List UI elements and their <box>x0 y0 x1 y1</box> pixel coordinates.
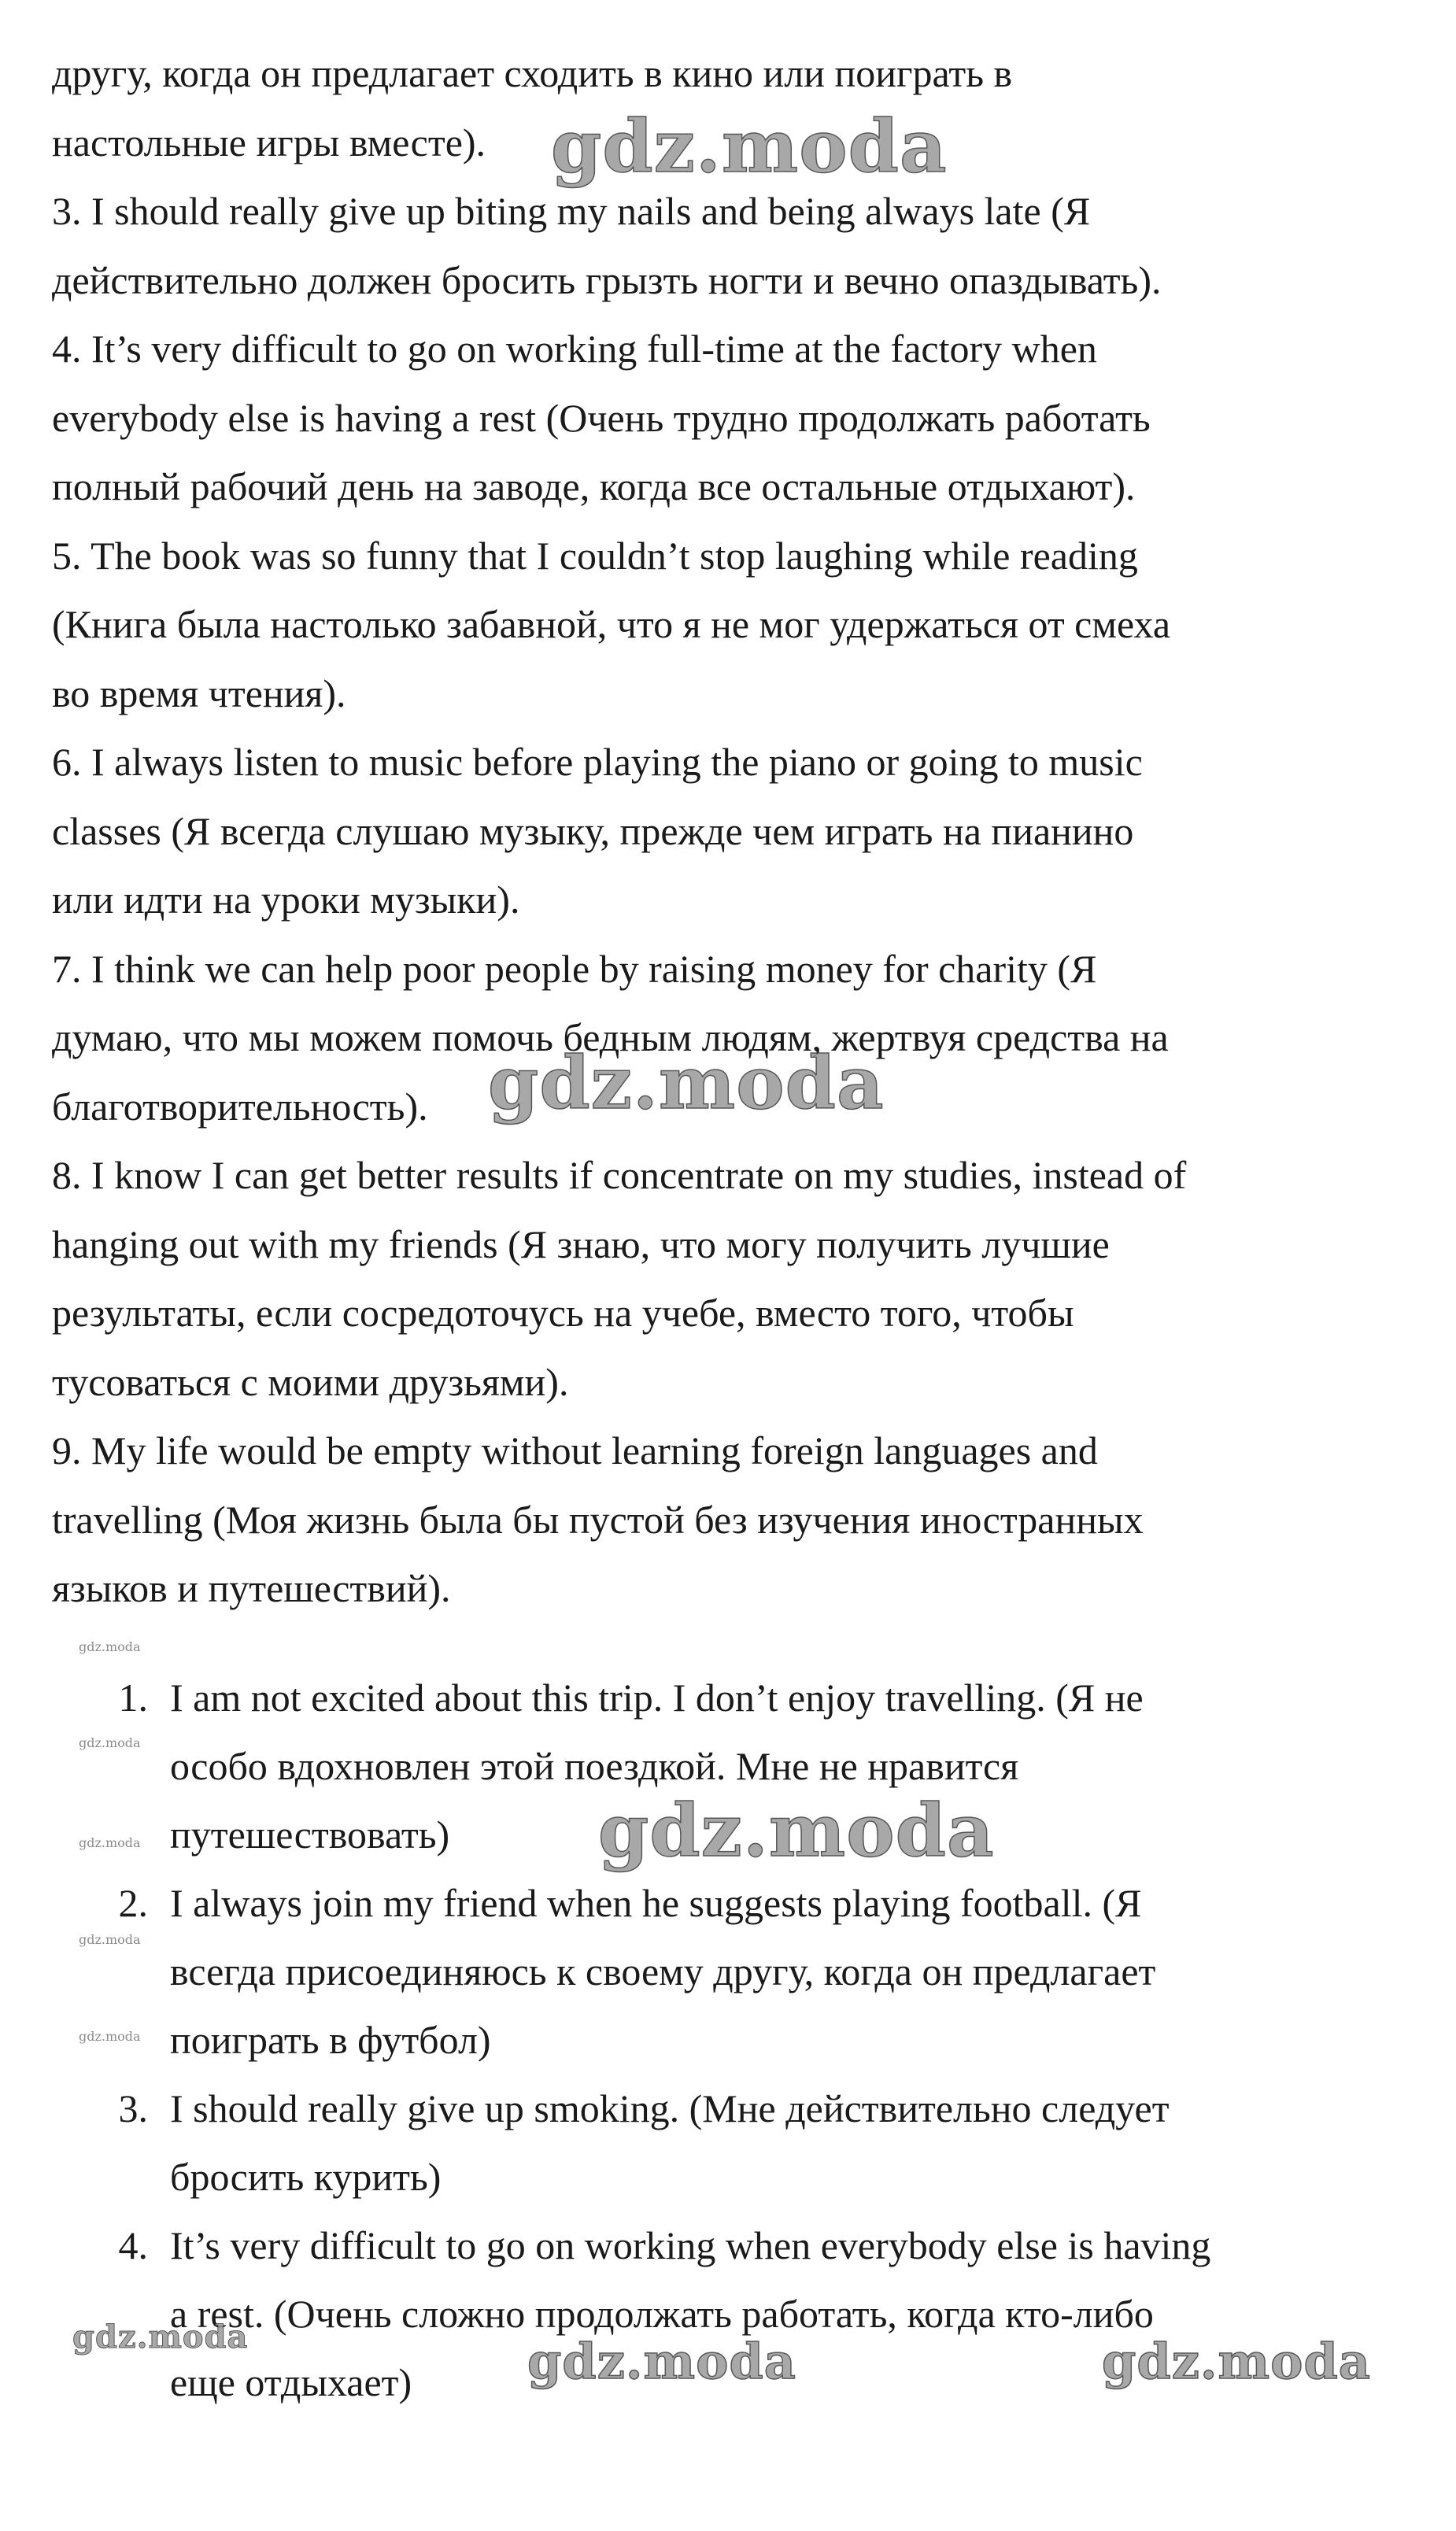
text-line: тусоваться с моими друзьями). <box>52 1359 569 1404</box>
watermark-small: gdz.moda <box>79 1932 141 1947</box>
numbered-answer-list <box>52 1664 1406 2417</box>
list-item <box>52 1869 1406 2075</box>
text-line: 3. I should really give up biting my nails and being always late (Я <box>52 189 1091 233</box>
text-line: 8. I know I can get better results if concentrate on my studies, instead of <box>52 1153 1187 1197</box>
text-line: полный рабочий день на заводе, когда все остальные отдыхают). <box>52 464 1136 508</box>
watermark-small: gdz.moda <box>79 1639 141 1654</box>
continued-answers-text <box>52 39 1406 1624</box>
text-line: или идти на уроки музыки). <box>52 878 520 922</box>
list-item-number: 3. <box>118 2086 148 2130</box>
list-item-text <box>170 1869 1406 2075</box>
text-line: 7. I think we can help poor people by raising money for charity (Я <box>52 946 1097 991</box>
text-line: classes (Я всегда слушаю музыку, прежде чем играть на пианино <box>52 808 1134 853</box>
text-line: результаты, если сосредоточусь на учебе, вместо того, чтобы <box>52 1291 1074 1335</box>
watermark-logo: gdz.moda <box>527 2333 796 2390</box>
text-line: I am not excited about this trip. I don’t enjoy travelling. (Я не <box>170 1676 1144 1720</box>
text-line: a rest. (Очень сложно продолжать работать, когда кто-либо <box>170 2292 1154 2336</box>
watermark-logo: gdz.moda <box>551 104 948 189</box>
text-line: 4. It’s very difficult to go on working full-time at the factory when <box>52 327 1097 371</box>
text-line: I should really give up smoking. (Мне действительно следует <box>170 2086 1170 2130</box>
text-line: думаю, что мы можем помочь бедным людям, жертвуя средства на <box>52 1015 1169 1059</box>
text-line: travelling (Моя жизнь была бы пустой без изучения иностранных <box>52 1497 1144 1542</box>
watermark-logo: gdz.moda <box>1102 2333 1371 2390</box>
watermark-small: gdz.moda <box>79 1835 141 1850</box>
text-line: 9. My life would be empty without learning foreign languages and <box>52 1428 1098 1472</box>
list-item <box>52 2075 1406 2211</box>
text-line: поиграть в футбол) <box>170 2018 491 2062</box>
text-line: 5. The book was so funny that I couldn’t stop laughing while reading <box>52 533 1138 578</box>
text-line: настольные игры вместе). <box>52 120 486 164</box>
text-line: (Книга была настолько забавной, что я не мог удержаться от смеха <box>52 602 1171 646</box>
text-line: 6. I always listen to music before playing the piano or going to music <box>52 740 1143 784</box>
list-item-number: 1. <box>118 1676 148 1720</box>
text-line: еще отдыхает) <box>170 2360 412 2404</box>
list-item-text <box>170 2075 1406 2211</box>
text-line: всегда присоединяюсь к своему другу, когда он предлагает <box>170 1949 1156 1993</box>
text-line: hanging out with my friends (Я знаю, что могу получить лучшие <box>52 1221 1110 1266</box>
watermark-small: gdz.moda <box>79 2029 141 2044</box>
text-line: бросить курить) <box>170 2155 442 2199</box>
text-line: благотворительность). <box>52 1084 428 1129</box>
text-line: путешествовать) <box>170 1812 450 1857</box>
text-line: I always join my friend when he suggests playing football. (Я <box>170 1881 1142 1925</box>
watermark-logo: gdz.moda <box>72 2319 249 2355</box>
text-line: во время чтения). <box>52 671 346 715</box>
list-item-number: 2. <box>118 1881 148 1925</box>
text-line: особо вдохновлен этой поездкой. Мне не нравится <box>170 1744 1019 1788</box>
text-line: It’s very difficult to go on working when everybody else is having <box>170 2223 1211 2267</box>
watermark-logo: gdz.moda <box>488 1040 885 1125</box>
text-line: языков и путешествий). <box>52 1566 451 1610</box>
watermark-logo: gdz.moda <box>598 1788 995 1873</box>
text-line: everybody else is having a rest (Очень трудно продолжать работать <box>52 395 1151 440</box>
text-line: другу, когда он предлагает сходить в кино или поиграть в <box>52 51 1013 95</box>
list-item-number: 4. <box>118 2223 148 2267</box>
watermark-small: gdz.moda <box>79 1735 141 1750</box>
text-line: действительно должен бросить грызть ногти и вечно опаздывать). <box>52 257 1162 302</box>
